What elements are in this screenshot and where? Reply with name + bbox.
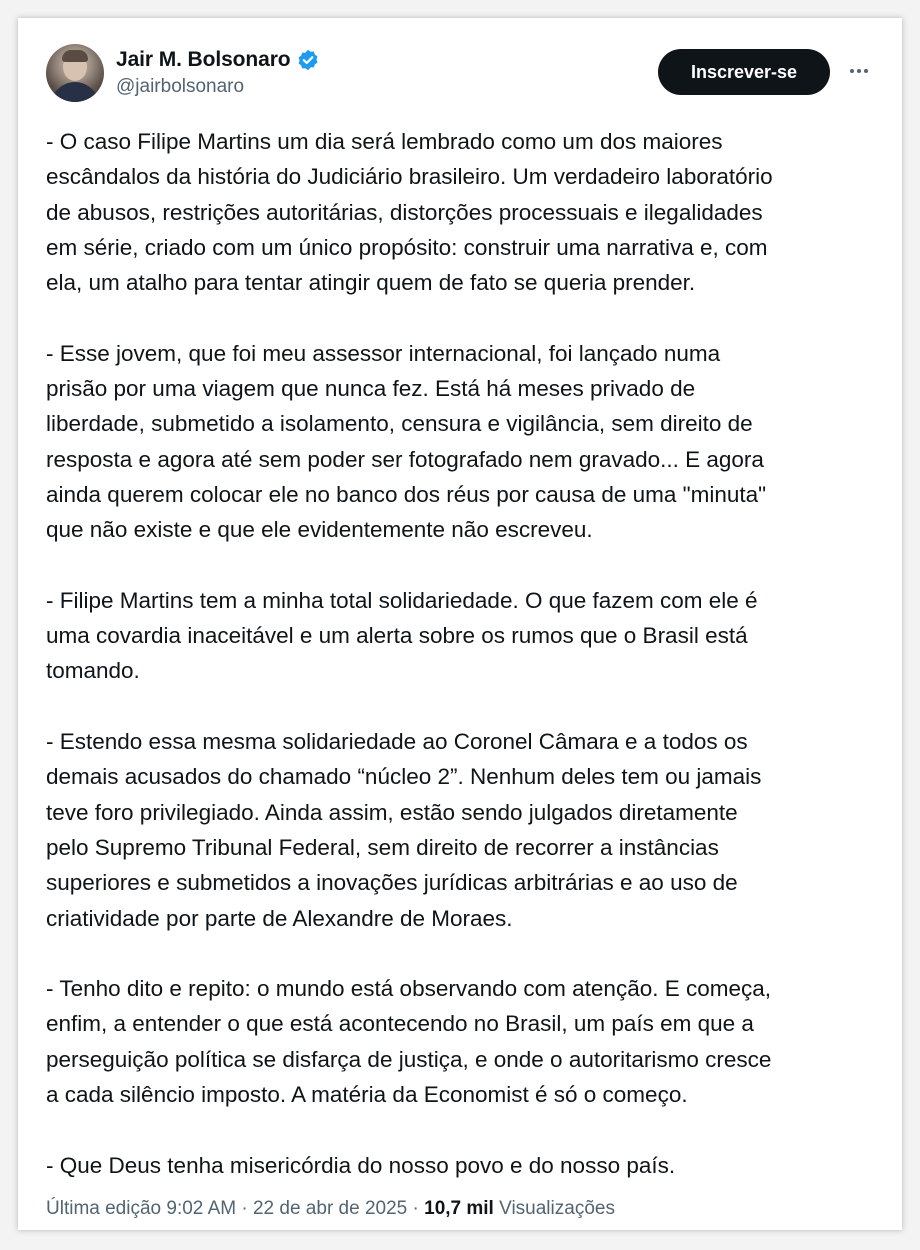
separator: ·: [407, 1198, 425, 1219]
verified-badge-icon: [297, 49, 319, 71]
subscribe-button[interactable]: Inscrever-se: [658, 49, 830, 95]
more-dot: [850, 69, 854, 73]
tweet-paragraph: - Esse jovem, que foi meu assessor internacional, foi lançado numa prisão por uma viagem que nunca fez. Está há meses privado de liberdade, submetido a isolamento, censura e vigilância, sem direito de resposta e agora até sem poder ser fotografado nem gravado... E agora ainda querem colocar ele no banco dos réus por causa de uma "minuta" que não existe e que ele evidentemente não escreveu.: [46, 340, 767, 543]
avatar[interactable]: [46, 44, 104, 102]
tweet-paragraph: - Estendo essa mesma solidariedade ao Coronel Câmara e a todos os demais acusados do chamado “núcleo 2”. Nenhum deles tem ou jamais teve foro privilegiado. Ainda assim, estão sendo julgados diretamente pelo Supremo Tribunal Federal, sem direito de recorrer a instâncias superiores e submetidos a inovações jurídicas arbitrárias e ao uso de criatividade por parte de Alexandre de Moraes.: [46, 729, 762, 931]
display-name[interactable]: Jair M. Bolsonaro: [116, 48, 291, 71]
tweet-paragraph: - Tenho dito e repito: o mundo está observando com atenção. E começa, enfim, a entender o que está acontecendo no Brasil, um país em que a perseguição política se disfarça de justiça, e onde o autoritarismo cresce a cada silêncio imposto. A matéria da Economist é só o começo.: [46, 976, 772, 1108]
author-block: [116, 46, 319, 98]
name-row: [116, 46, 319, 74]
avatar-hair: [62, 50, 88, 62]
avatar-body: [51, 82, 99, 102]
tweet-paragraph: - Filipe Martins tem a minha total solidariedade. O que fazem com ele é uma covardia inaceitável e um alerta sobre os rumos que o Brasil está tomando.: [46, 587, 758, 684]
more-dot: [857, 69, 861, 73]
more-dot: [864, 69, 868, 73]
more-horizontal-icon[interactable]: [844, 56, 874, 86]
tweet-paragraph: - O caso Filipe Martins um dia será lembrado como um dos maiores escândalos da história do Judiciário brasileiro. Um verdadeiro laboratório de abusos, restrições autoritárias, distorções processuais e ilegalidades em série, criado com um único propósito: construir uma narrativa e, com ela, um atalho para tentar atingir quem de fato se queria prender.: [46, 129, 773, 296]
post-date[interactable]: 22 de abr de 2025: [252, 1198, 408, 1219]
separator: ·: [236, 1198, 253, 1219]
edited-timestamp[interactable]: Última edição 9:02 AM: [46, 1198, 237, 1219]
tweet-text: [46, 124, 886, 1183]
tweet-paragraph: - Que Deus tenha misericórdia do nosso povo e do nosso país.: [46, 1152, 676, 1178]
tweet-header: [46, 44, 874, 104]
views-count: 10,7 mil: [424, 1198, 494, 1219]
author-handle[interactable]: @jairbolsonaro: [116, 76, 245, 97]
tweet-card: [18, 18, 902, 1230]
views-label: Visualizações: [499, 1198, 615, 1219]
tweet-metadata: [46, 1198, 615, 1220]
